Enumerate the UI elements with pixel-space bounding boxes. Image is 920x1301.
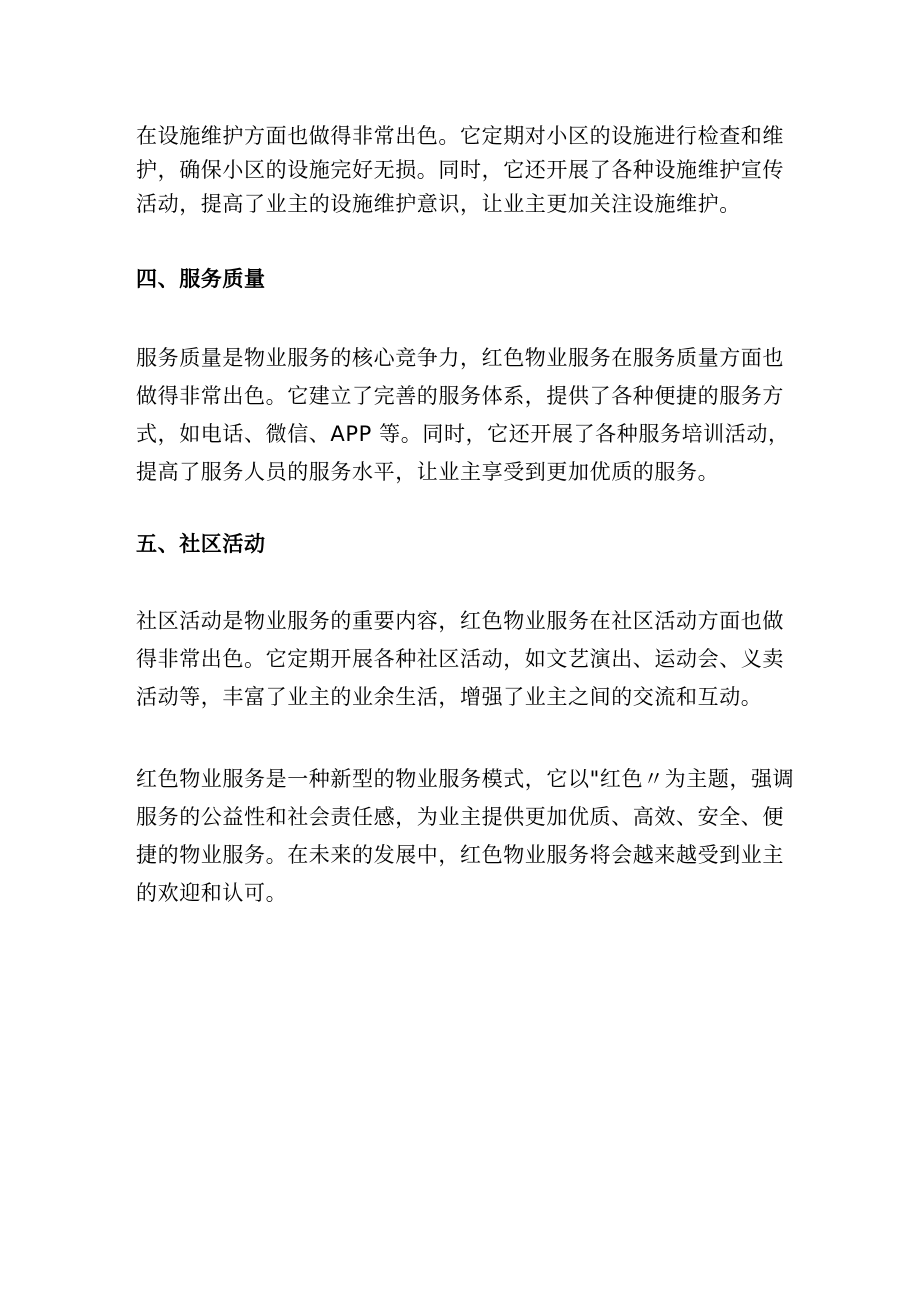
text-line: 活动等，丰富了业主的业余生活，增强了业主之间的交流和互动。: [136, 685, 763, 709]
section-heading-service-quality: 四、服务质量: [136, 267, 266, 291]
text-line: 红色物业服务是一种新型的物业服务模式，它以"红色〃为主题，强调: [136, 767, 795, 791]
paragraph-community-activities: [136, 602, 802, 716]
text-line: 式，如电话、微信、APP 等。同时，它还开展了各种服务培训活动，: [136, 422, 790, 446]
text-line: 做得非常出色。它建立了完善的服务体系，提供了各种便捷的服务方: [136, 384, 784, 408]
document-body: [136, 119, 802, 912]
text-line: 提高了服务人员的服务水平，让业主享受到更加优质的服务。: [136, 460, 720, 484]
paragraph-facility-maintenance: [136, 119, 802, 221]
text-line: 护，确保小区的设施完好无损。同时，它还开展了各种设施维护宣传: [136, 158, 784, 182]
text-line: 活动，提高了业主的设施维护意识，让业主更加关注设施维护。: [136, 192, 741, 216]
section-heading-community-activities: 五、社区活动: [136, 532, 266, 556]
text-line: 捷的物业服务。在未来的发展中，红色物业服务将会越来越受到业主: [136, 843, 784, 867]
text-line: 在设施维护方面也做得非常出色。它定期对小区的设施进行检查和维: [136, 124, 784, 148]
text-line: 得非常出色。它定期开展各种社区活动，如文艺演出、运动会、义卖: [136, 647, 784, 671]
paragraph-conclusion: [136, 760, 802, 912]
text-line: 服务质量是物业服务的核心竞争力，红色物业服务在服务质量方面也: [136, 346, 784, 370]
paragraph-service-quality: [136, 339, 802, 491]
text-line: 的欢迎和认可。: [136, 881, 288, 905]
text-line: 服务的公益性和社会责任感，为业主提供更加优质、高效、安全、便: [136, 805, 784, 829]
text-line: 社区活动是物业服务的重要内容，红色物业服务在社区活动方面也做: [136, 609, 784, 633]
